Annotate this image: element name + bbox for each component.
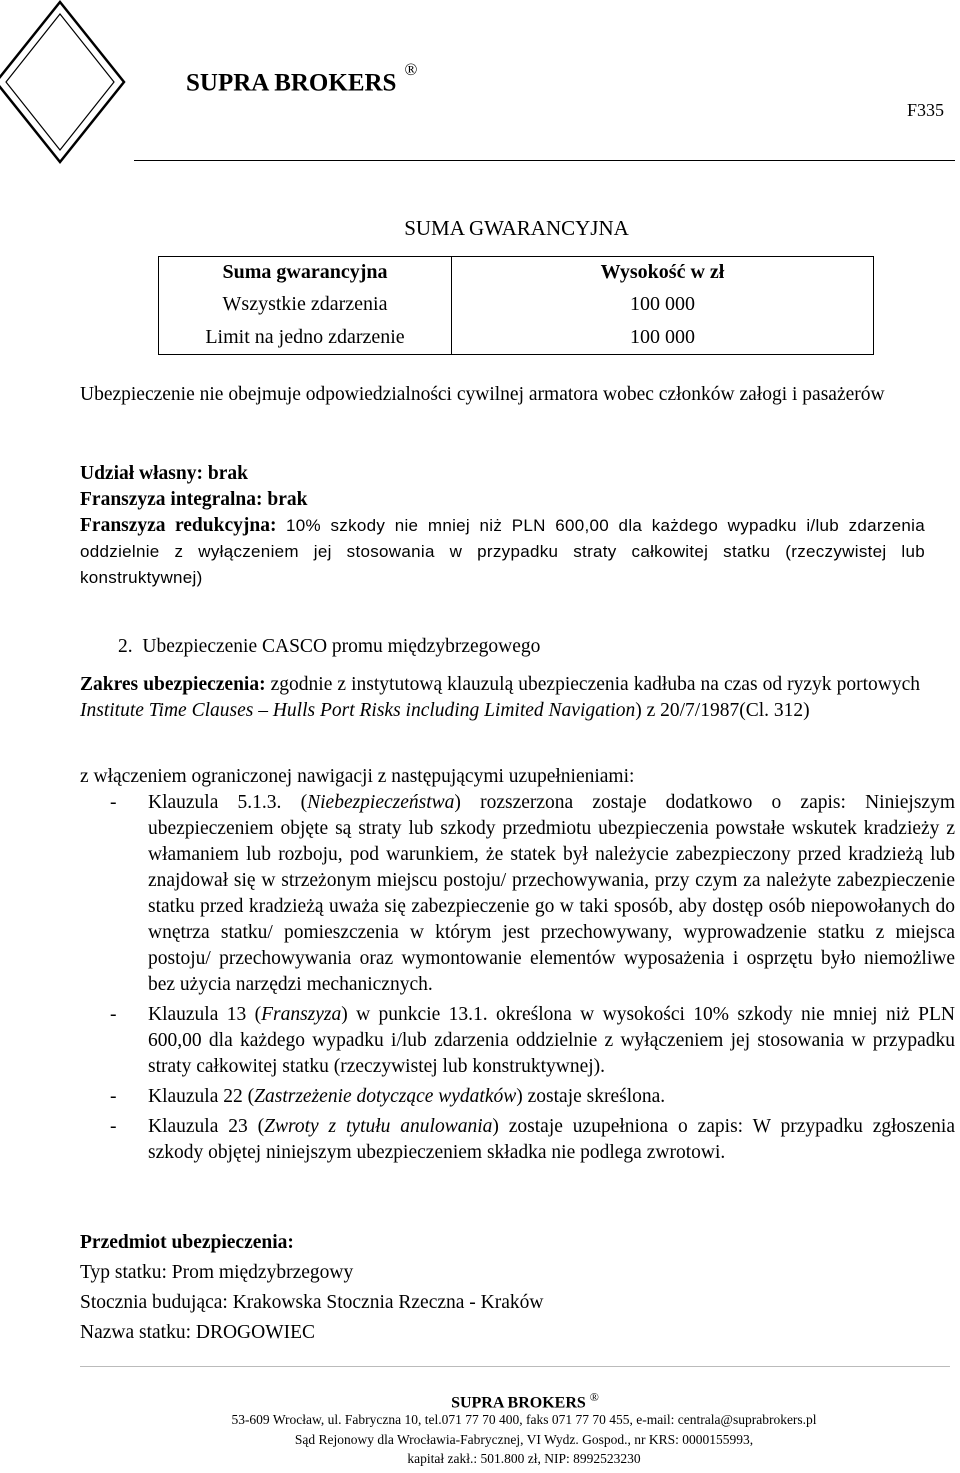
table-header-cell: Wysokość w zł	[452, 257, 874, 289]
table-cell: Limit na jedno zdarzenie	[159, 320, 452, 355]
reduction-franchise	[80, 513, 925, 591]
list-item: - Klauzula 23 (Zwroty z tytułu anulowania) zostaje uzupełniona o zapis: W przypadku zgłoszenia szkody objętej niniejszym ubezpieczeniem składka nie podlega zwrotowi.	[110, 1116, 955, 1163]
shipyard: Stocznia budująca: Krakowska Stocznia Rzeczna - Kraków	[80, 1292, 544, 1313]
footer-address: 53-609 Wrocław, ul. Fabryczna 10, tel.071 77 70 400, faks 071 77 70 455, e-mail: centrala@suprabrokers.pl	[231, 1412, 817, 1427]
subject-heading: Przedmiot ubezpieczenia:	[80, 1232, 294, 1253]
form-code: F335	[906, 100, 944, 120]
header-rule	[134, 160, 955, 161]
logo-diamond-icon	[0, 0, 130, 165]
reduction-text: 10% szkody nie mniej niż PLN 600,00 dla każdego wypadku i/lub zdarzenia oddzielnie z wyłączeniem jej stosowania w przypadku straty całkowitej statku (rzeczywistej lub konstruktywnej)	[80, 516, 925, 587]
exclusion-text: Ubezpieczenie nie obejmuje odpowiedzialności cywilnej armatora wobec członków załogi i pasażerów	[80, 384, 885, 405]
list-item: - Klauzula 13 (Franszyza) w punkcie 13.1. określona w wysokości 10% szkody nie mniej niż PLN 600,00 dla każdego wypadku i/lub zdarzenia oddzielnie z wyłączeniem jej stosowania w przypadku straty całkowitej statku (rzeczywistej lub konstruktywnej).	[110, 1004, 955, 1077]
navigation-note: z włączeniem ograniczonej nawigacji z następującymi uzupełnieniami:	[80, 766, 635, 787]
clauses-list	[80, 790, 955, 1166]
deductibles-block	[80, 461, 925, 591]
reduction-label: Franszyza redukcyjna:	[80, 515, 277, 536]
footer-rule	[80, 1366, 950, 1367]
section2-heading: 2. Ubezpieczenie CASCO promu międzybrzegowego	[118, 636, 541, 657]
table-header-row	[159, 257, 874, 289]
own-share: Udział własny: brak	[80, 463, 248, 484]
registered-mark: ®	[404, 60, 418, 79]
table-row	[159, 320, 874, 355]
scope-label: Zakres ubezpieczenia:	[80, 674, 266, 695]
subject-block	[80, 1230, 925, 1346]
integral-franchise: Franszyza integralna: brak	[80, 489, 308, 510]
footer-capital: kapitał zakł.: 501.800 zł, NIP: 8992523230	[407, 1451, 641, 1466]
scope-italic: Institute Time Clauses – Hulls Port Risks including Limited Navigation	[80, 700, 636, 721]
ship-type: Typ statku: Prom międzybrzegowy	[80, 1262, 354, 1283]
table-cell: 100 000	[452, 320, 874, 355]
list-item: - Klauzula 5.1.3. (Niebezpieczeństwa) rozszerzona zostaje dodatkowo o zapis: Niniejszym ubezpieczeniem objęte są straty lub szkody przedmiotu ubezpieczenia powstałe wskutek kradzieży z włamaniem lub rozboju, pod warunkiem, że statek był należycie zabezpieczony przed kradzieżą lub znajdował się w strzeżonym miejscu postoju/ przechowywania, przy czym za należyte zabezpieczenie statku przed kradzieżą uważa się zabezpieczenie go w taki sposób, aby dostęp osób niepowołanych do wnętrza statku/ pomieszczenia w którym jest przechowywany, wyprowadzenie statku z miejsca postoju/ przechowywania oraz wymontowanie elementów wyposażenia i osprzętu było niemożliwe bez użycia narzędzi mechanicznych.	[110, 792, 955, 995]
list-item: - Klauzula 22 (Zastrzeżenie dotyczące wydatków) zostaje skreślona.	[110, 1086, 666, 1107]
table-cell: 100 000	[452, 288, 874, 320]
footer-court: Sąd Rejonowy dla Wrocławia-Fabrycznej, VI Wydz. Gospod., nr KRS: 0000155993,	[294, 1432, 754, 1447]
footer-brand: SUPRA BROKERS ®	[451, 1390, 599, 1412]
brand-name: SUPRA BROKERS ®	[186, 60, 418, 97]
ship-name: Nazwa statku: DROGOWIEC	[80, 1322, 316, 1343]
scope-text: Zakres ubezpieczenia: zgodnie z instytutową klauzulą ubezpieczenia kadłuba na czas od ryzyk portowych Institute Time Clauses – Hulls Port Risks including Limited Navigation) z 20/7/1987(Cl. 312)	[80, 674, 920, 721]
table-cell: Wszystkie zdarzenia	[159, 288, 452, 320]
table-row	[159, 288, 874, 320]
sum-insured-table	[158, 256, 874, 355]
section-title: SUMA GWARANCYJNA	[404, 216, 629, 240]
table-header-cell: Suma gwarancyjna	[159, 257, 452, 289]
